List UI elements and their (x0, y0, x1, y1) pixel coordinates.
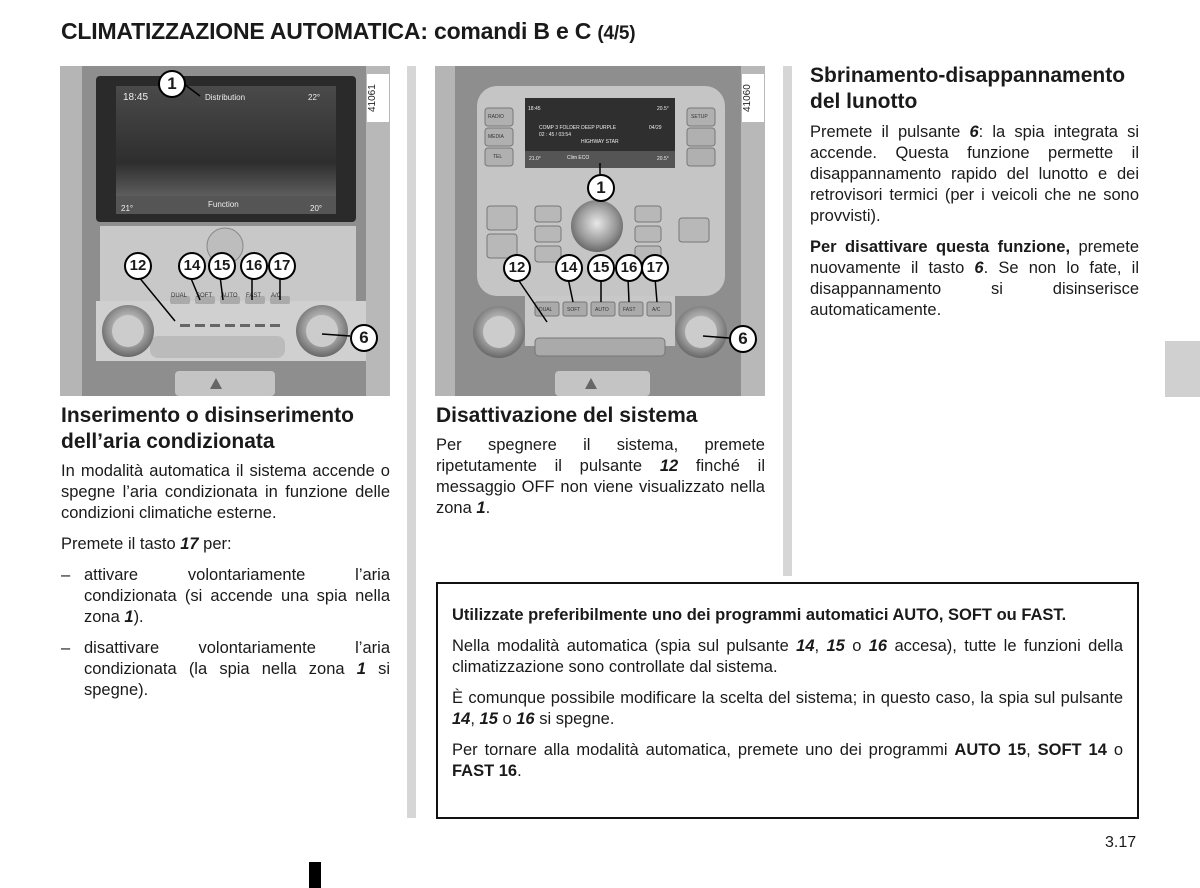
screen-source: Distribution (205, 93, 246, 102)
screen-track-time: 04/29 (649, 125, 662, 131)
note-box (436, 582, 1139, 819)
callout-16: 16 (615, 254, 643, 282)
screen-temp-left: 21° (121, 204, 134, 213)
callout-14: 14 (555, 254, 583, 282)
screen-track: COMP 3 FOLDER DEEP PURPLE (539, 125, 617, 131)
btn-label-ac: A/C (271, 293, 282, 299)
figure-dashboard-b (60, 66, 390, 396)
screen-temp: 20.5° (657, 106, 669, 112)
callout-12: 12 (124, 252, 152, 280)
page-number: 3.17 (1105, 834, 1137, 851)
side-btn-media: MEDIA (488, 134, 504, 140)
screen-time: 18:45 (123, 92, 149, 103)
chapter-tab (1165, 341, 1200, 397)
callout-15: 15 (208, 252, 236, 280)
section-system-off (436, 435, 765, 529)
callout-6: 6 (729, 325, 757, 353)
action-list (61, 565, 390, 701)
screen-time: 18:45 (528, 106, 541, 112)
heading-rear-defrost: Sbrinamento-disappannamento del lunotto (810, 64, 1126, 113)
callout-17: 17 (641, 254, 669, 282)
callout-17: 17 (268, 252, 296, 280)
screen-eco: Clim ECO (567, 155, 590, 161)
column-divider-right (783, 66, 792, 576)
screen-temp-right: 22° (308, 93, 321, 102)
paragraph: In modalità automatica il sistema accende o spegne l’aria condizionata in funzione delle condizioni climatiche esterne. (61, 462, 390, 522)
btn-label-dual: DUAL (539, 307, 553, 313)
screen-temp-left2: 20° (310, 204, 323, 213)
heading-ac-toggle: Inserimento o disinserimento dell’aria condizionata (61, 404, 354, 453)
note-paragraph: Utilizzate preferibilmente uno dei programmi automatici AUTO, SOFT ou FAST. (452, 606, 1067, 624)
heading-system-off: Disattivazione del sistema (436, 404, 698, 427)
paragraph: Per disattivare questa funzione, premete nuovamente il tasto 6. Se non lo fate, il disappannamento si disinserisce automaticamente. (810, 238, 1140, 319)
print-mark (309, 862, 321, 888)
btn-label-auto: AUTO (221, 293, 238, 299)
screen-temp-left: 21.0° (529, 156, 541, 162)
paragraph: Premete il pulsante 6: la spia integrata si accende. Questa funzione permette il disappannamento rapido del lunotto e dei retrovisori termici (per i veicoli che ne sono provvisti). (810, 123, 1139, 225)
list-item: – attivare volontariamente l’aria condizionata (si accende una spia nella zona 1). (61, 566, 390, 626)
callout-1: 1 (158, 70, 186, 98)
screen-temp-right: 20.5° (657, 156, 669, 162)
btn-label-dual: DUAL (171, 293, 188, 299)
btn-label-fast: FAST (246, 293, 262, 299)
screen-song: HIGHWAY STAR (581, 139, 619, 145)
title-main: CLIMATIZZAZIONE AUTOMATICA: comandi B e C (61, 18, 592, 44)
side-btn-radio: RADIO (488, 114, 504, 120)
title-part: (4/5) (597, 23, 636, 44)
callout-1: 1 (587, 174, 615, 202)
callout-14: 14 (178, 252, 206, 280)
side-btn-setup: SETUP (691, 114, 708, 120)
btn-label-soft: SOFT (196, 293, 212, 299)
callout-6: 6 (350, 324, 378, 352)
section-rear-defrost (810, 122, 1139, 331)
figure-code: 41061 (367, 74, 389, 122)
side-btn-tel: TEL (493, 154, 503, 160)
btn-label-fast: FAST (623, 307, 636, 313)
paragraph: Premete il tasto 17 per: (61, 535, 232, 553)
section-ac-toggle (61, 461, 390, 711)
screen-function: Function (208, 200, 239, 209)
callout-16: 16 (240, 252, 268, 280)
list-item: – disattivare volontariamente l’aria condizionata (la spia nella zona 1 si spegne). (61, 639, 391, 699)
btn-label-auto: AUTO (595, 307, 609, 313)
screen-track-pos: 02 : 45 / 03:54 (539, 132, 571, 138)
btn-label-soft: SOFT (567, 307, 581, 313)
note-paragraph: È comunque possibile modificare la scelta del sistema; in questo caso, la spia sul pulsante 14, 15 o 16 si spegne. (452, 689, 1123, 728)
figure-dashboard-c (435, 66, 765, 396)
paragraph: Per spegnere il sistema, premete ripetutamente il pulsante 12 finché il messaggio OFF non viene visualizzato nella zona 1. (436, 436, 765, 517)
note-paragraph: Nella modalità automatica (spia sul pulsante 14, 15 o 16 accesa), tutte le funzioni della climatizzazione sono controllate dal sistema. (452, 637, 1123, 676)
callout-15: 15 (587, 254, 615, 282)
page-title (61, 18, 635, 45)
figure-code: 41060 (742, 74, 764, 122)
note-paragraph: Per tornare alla modalità automatica, premete uno dei programmi AUTO 15, SOFT 14 o FAST 16. (452, 741, 1123, 780)
callout-12: 12 (503, 254, 531, 282)
column-divider-left (407, 66, 416, 818)
btn-label-ac: A/C (652, 307, 661, 313)
